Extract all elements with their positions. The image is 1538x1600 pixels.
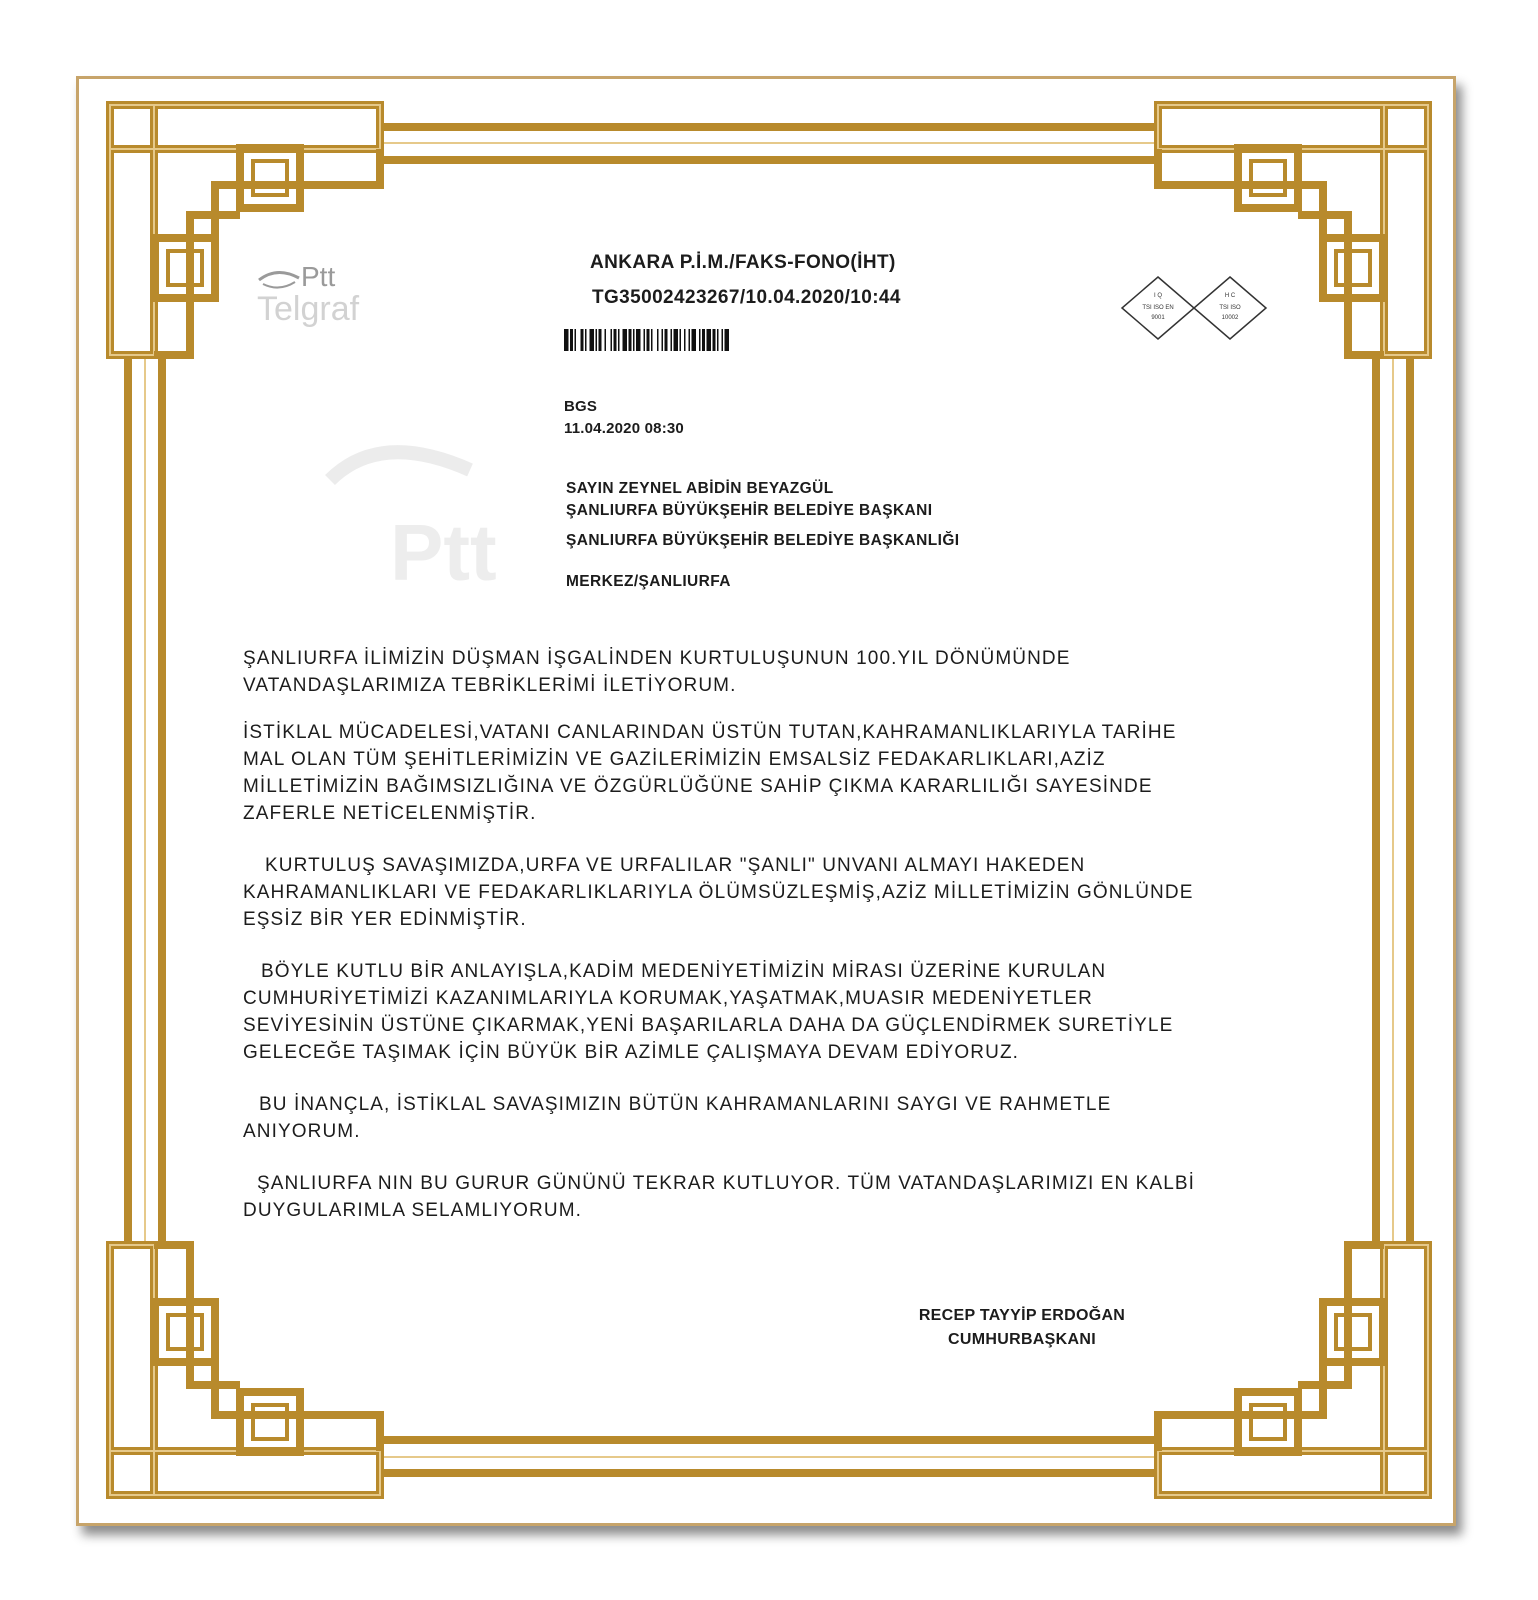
body-line: DUYGULARIMLA SELAMLIYORUM. xyxy=(243,1200,583,1221)
body-line: MİLLETİMİZİN BAĞIMSIZLIĞINA VE ÖZGÜRLÜĞÜNE SAHİP ÇIKMA KARARLILIĞI SAYESİNDE xyxy=(243,776,1153,797)
certification-badges xyxy=(1120,275,1280,341)
svg-text:10002: 10002 xyxy=(1221,315,1239,321)
recipient-institution: ŞANLIURFA BÜYÜKŞEHİR BELEDİYE BAŞKANLIĞI xyxy=(566,532,960,549)
ptt-telgraf-logo xyxy=(255,258,395,328)
recipient-location: MERKEZ/ŞANLIURFA xyxy=(566,573,731,590)
body-line: ŞANLIURFA NIN BU GURUR GÜNÜNÜ TEKRAR KUTLUYOR. TÜM VATANDAŞLARIMIZI EN KALBİ xyxy=(257,1173,1196,1194)
body-line: EŞSİZ BİR YER EDİNMİŞTİR. xyxy=(243,909,527,930)
body-line: GELECEĞE TAŞIMAK İÇİN BÜYÜK BİR AZİMLE ÇALIŞMAYA DEVAM EDİYORUZ. xyxy=(243,1042,1020,1063)
receipt-datetime: 11.04.2020 08:30 xyxy=(564,420,684,437)
svg-text:I Q: I Q xyxy=(1153,293,1163,299)
svg-text:9001: 9001 xyxy=(1151,315,1165,321)
body-line: VATANDAŞLARIMIZA TEBRİKLERİMİ İLETİYORUM. xyxy=(243,675,737,696)
receipt-code: BGS xyxy=(564,398,598,415)
body-line: SEVİYESİNİN ÜSTÜNE ÇIKARMAK,YENİ BAŞARILARLA DAHA DA GÜÇLENDİRMEK SURETİYLE xyxy=(243,1015,1174,1036)
recipient-name: SAYIN ZEYNEL ABİDİN BEYAZGÜL xyxy=(566,480,834,497)
paragraph-2 xyxy=(243,719,1288,827)
watermark-text: Ptt xyxy=(390,508,497,597)
office-header: ANKARA P.İ.M./FAKS-FONO(İHT) xyxy=(590,252,896,273)
signatory-name: RECEP TAYYİP ERDOĞAN xyxy=(918,1307,1126,1324)
logo-subtitle: Telgraf xyxy=(257,290,360,328)
paragraph-4 xyxy=(243,958,1288,1066)
svg-text:TSI ISO EN: TSI ISO EN xyxy=(1142,305,1174,311)
paragraph-6 xyxy=(243,1170,1288,1224)
body-line: CUMHURİYETİMİZİ KAZANIMLARIYLA KORUMAK,YAŞATMAK,MUASIR MEDENİYETLER xyxy=(243,988,1093,1009)
body-line: BU İNANÇLA, İSTİKLAL SAVAŞIMIZIN BÜTÜN KAHRAMANLARINI SAYGI VE RAHMETLE xyxy=(259,1094,1112,1115)
body-line: KURTULUŞ SAVAŞIMIZDA,URFA VE URFALILAR "ŞANLI" UNVANI ALMAYI HAKEDEN xyxy=(265,855,1086,876)
paragraph-3 xyxy=(243,852,1288,933)
svg-text:H C: H C xyxy=(1224,293,1236,299)
signature-block xyxy=(902,1304,1142,1352)
signatory-title: CUMHURBAŞKANI xyxy=(948,1331,1096,1348)
logo-brand: Ptt xyxy=(301,261,336,292)
paragraph-5 xyxy=(243,1091,1288,1145)
body-line: BÖYLE KUTLU BİR ANLAYIŞLA,KADİM MEDENİYETİMİZİN MİRASI ÜZERİNE KURULAN xyxy=(261,961,1107,982)
svg-text:TSI ISO: TSI ISO xyxy=(1219,305,1241,311)
paragraph-1 xyxy=(243,645,1288,699)
body-line: ZAFERLE NETİCELENMİŞTİR. xyxy=(243,803,537,824)
body-line: ANIYORUM. xyxy=(243,1121,361,1142)
ptt-watermark xyxy=(320,420,540,600)
recipient-title: ŞANLIURFA BÜYÜKŞEHİR BELEDİYE BAŞKANI xyxy=(566,502,933,519)
body-line: MAL OLAN TÜM ŞEHİTLERİMİZİN VE GAZİLERİMİZİN EMSALSİZ FEDAKARLIKLARI,AZİZ xyxy=(243,749,1106,770)
body-line: ŞANLIURFA İLİMİZİN DÜŞMAN İŞGALİNDEN KURTULUŞUNUN 100.YIL DÖNÜMÜNDE xyxy=(243,648,1071,669)
body-line: İSTİKLAL MÜCADELESİ,VATANI CANLARINDAN ÜSTÜN TUTAN,KAHRAMANLIKLARIYLA TARİHE xyxy=(243,722,1177,743)
barcode xyxy=(564,329,894,351)
body-line: KAHRAMANLIKLARI VE FEDAKARLIKLARIYLA ÖLÜMSÜZLEŞMİŞ,AZİZ MİLLETİMİZİN GÖNLÜNDE xyxy=(243,882,1194,903)
message-body xyxy=(243,645,1288,1224)
telegram-reference: TG35002423267/10.04.2020/10:44 xyxy=(592,287,901,308)
